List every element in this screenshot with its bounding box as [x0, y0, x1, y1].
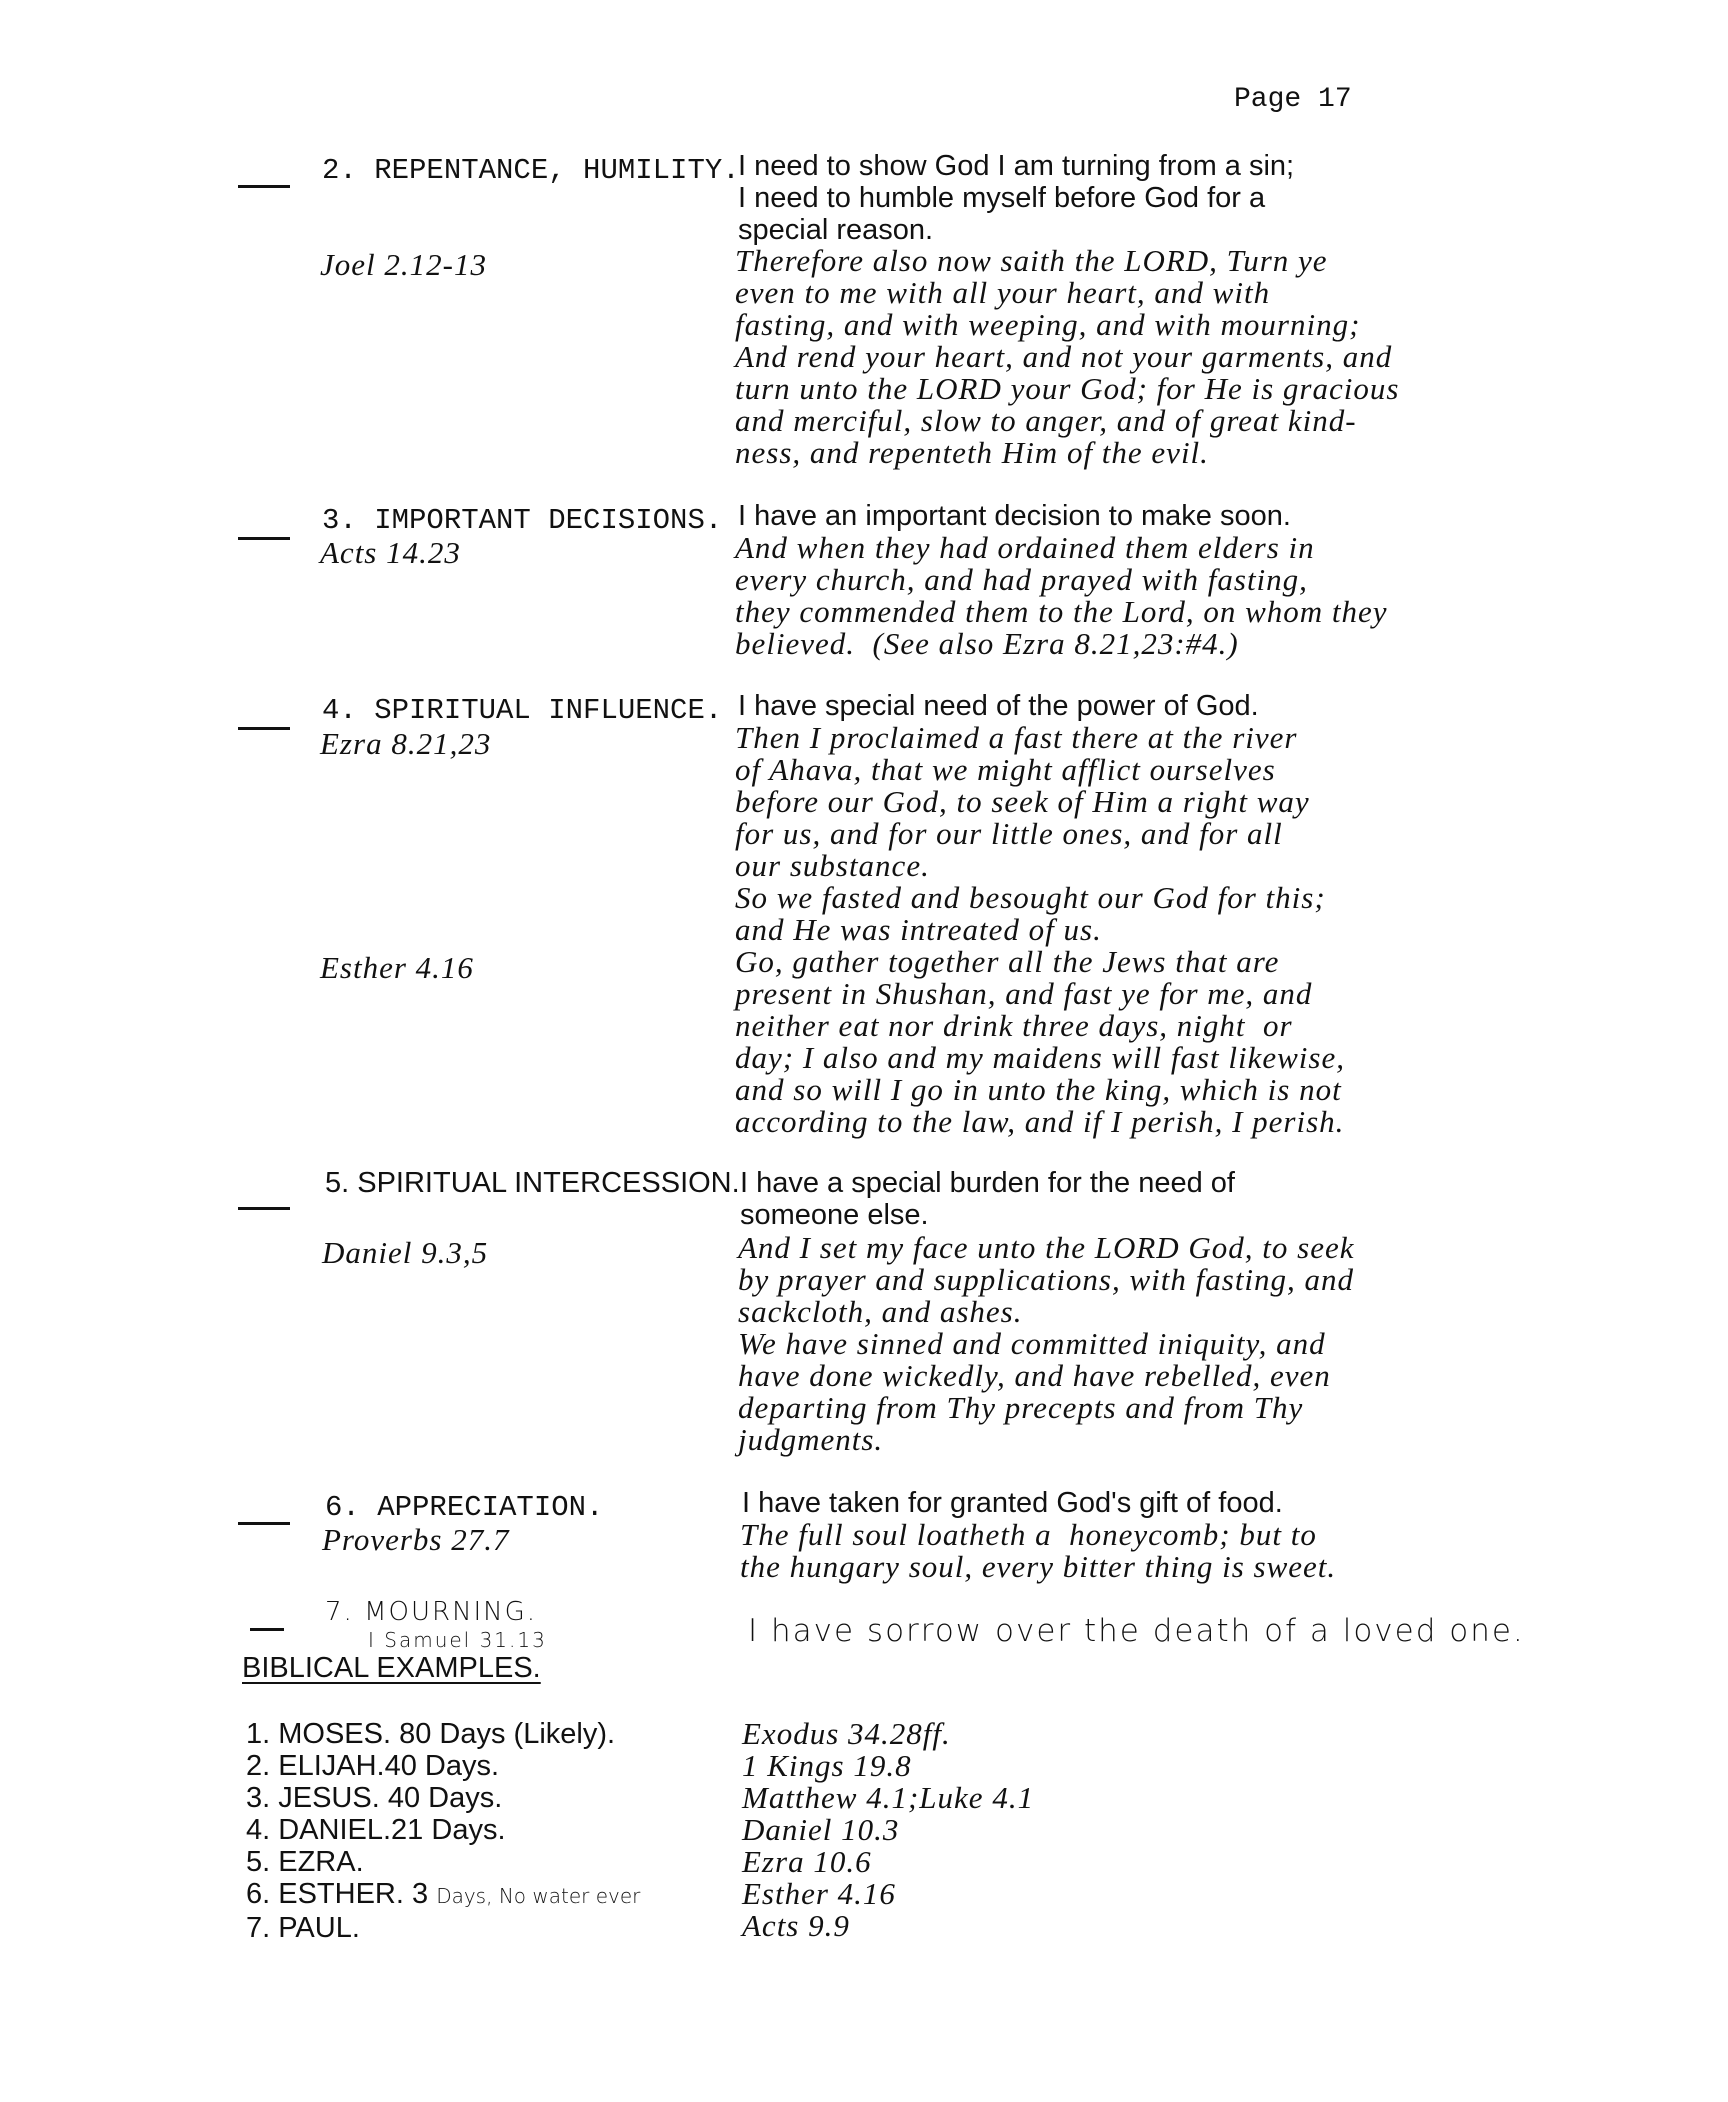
verse-line: departing from Thy precepts and from Thy — [738, 1390, 1304, 1425]
verse-line: Go, gather together all the Jews that are — [735, 944, 1280, 979]
verse-line: present in Shushan, and fast ye for me, and — [735, 976, 1313, 1011]
list-item-label: 6. ESTHER. 3 — [246, 1878, 429, 1910]
verse-line: and so will I go in unto the king, which is not — [735, 1072, 1342, 1107]
list-item: 5. EZRA. — [246, 1846, 364, 1878]
verse-line: believed. (See also Ezra 8.21,23:#4.) — [735, 626, 1239, 661]
reason-line: I have a special burden for the need of — [740, 1167, 1235, 1199]
list-item-ref: Exodus 34.28ff. — [742, 1716, 951, 1751]
list-item — [246, 1878, 726, 1912]
verse-line: they commended them to the Lord, on whom they — [735, 594, 1388, 629]
verse-line: And when they had ordained them elders in — [735, 530, 1315, 565]
list-item: 4. DANIEL.21 Days. — [246, 1814, 506, 1846]
reason-2 — [738, 150, 1294, 246]
examples-heading — [242, 1652, 541, 1684]
list-item-ref: Daniel 10.3 — [742, 1812, 900, 1847]
verse-line: even to me with all your heart, and with — [735, 275, 1271, 310]
checkbox-blank-4[interactable] — [238, 727, 290, 730]
heading-repentance: 2. REPENTANCE, HUMILITY. — [322, 154, 740, 187]
verse-line: and He was intreated of us. — [735, 912, 1102, 947]
list-item: 2. ELIJAH.40 Days. — [246, 1750, 500, 1782]
verse-line: every church, and had prayed with fasting, — [735, 562, 1308, 597]
reason-3: I have an important decision to make soon. — [738, 500, 1291, 532]
verse-line: neither eat nor drink three days, night or — [735, 1008, 1293, 1043]
checkbox-blank-7[interactable] — [250, 1628, 284, 1631]
verse-line: fasting, and with weeping, and with mourning; — [735, 307, 1361, 342]
page-number: Page 17 — [1234, 84, 1352, 115]
reason-7: I have sorrow over the death of a loved one. — [748, 1613, 1525, 1649]
ref-proverbs: Proverbs 27.7 — [322, 1522, 510, 1557]
list-item: 1. MOSES. 80 Days (Likely). — [246, 1718, 616, 1750]
verse-esther — [735, 946, 1345, 1138]
examples-refs — [742, 1718, 1034, 1942]
list-item-ref: 1 Kings 19.8 — [742, 1748, 912, 1783]
list-item: 3. JESUS. 40 Days. — [246, 1782, 503, 1814]
verse-line: Therefore also now saith the LORD, Turn ye — [735, 243, 1328, 278]
reason-6: I have taken for granted God's gift of food. — [742, 1487, 1283, 1519]
verse-line: And rend your heart, and not your garments, and — [735, 339, 1393, 374]
checkbox-blank-2[interactable] — [238, 185, 290, 188]
heading-decisions: 3. IMPORTANT DECISIONS. — [322, 504, 723, 537]
list-item-ref: Matthew 4.1;Luke 4.1 — [742, 1780, 1035, 1815]
verse-line: Then I proclaimed a fast there at the river — [735, 720, 1298, 755]
ref-ezra: Ezra 8.21,23 — [320, 726, 492, 761]
verse-proverbs — [740, 1519, 1336, 1583]
reason-line: I need to show God I am turning from a sin; — [738, 150, 1295, 182]
verse-line: ness, and repenteth Him of the evil. — [735, 435, 1209, 470]
verse-line: of Ahava, that we might afflict ourselves — [735, 752, 1276, 787]
reason-4: I have special need of the power of God. — [738, 690, 1259, 722]
list-item: 7. PAUL. — [246, 1912, 360, 1944]
verse-line: have done wickedly, and have rebelled, even — [738, 1358, 1331, 1393]
verse-line: The full soul loatheth a honeycomb; but to — [740, 1517, 1317, 1552]
verse-line: judgments. — [738, 1422, 884, 1457]
reason-line: someone else. — [740, 1199, 929, 1231]
verse-line: day; I also and my maidens will fast likewise, — [735, 1040, 1345, 1075]
list-item-ref: Ezra 10.6 — [742, 1844, 872, 1879]
verse-ezra — [735, 722, 1326, 946]
verse-acts — [735, 532, 1388, 660]
heading-influence: 4. SPIRITUAL INFLUENCE. — [322, 694, 723, 727]
verse-line: And I set my face unto the LORD God, to seek — [738, 1230, 1355, 1265]
verse-line: by prayer and supplications, with fasting, and — [738, 1262, 1355, 1297]
checkbox-blank-3[interactable] — [238, 537, 290, 540]
list-item-ref: Acts 9.9 — [742, 1908, 850, 1943]
ref-samuel: I Samuel 31.13 — [368, 1628, 547, 1652]
reason-5 — [740, 1167, 1235, 1231]
verse-joel — [735, 245, 1399, 469]
reason-line: I need to humble myself before God for a — [738, 182, 1266, 214]
heading-mourning: 7. MOURNING. — [325, 1597, 538, 1627]
ref-joel: Joel 2.12-13 — [320, 247, 487, 282]
examples-heading-text: BIBLICAL EXAMPLES. — [242, 1652, 541, 1684]
verse-line: sackcloth, and ashes. — [738, 1294, 1023, 1329]
verse-line: for us, and for our little ones, and for all — [735, 816, 1283, 851]
verse-line: according to the law, and if I perish, I perish. — [735, 1104, 1345, 1139]
verse-line: turn unto the LORD your God; for He is gracious — [735, 371, 1400, 406]
verse-line: before our God, to seek of Him a right way — [735, 784, 1310, 819]
examples-list — [246, 1718, 726, 1944]
ref-esther: Esther 4.16 — [320, 950, 474, 985]
checkbox-blank-5[interactable] — [238, 1207, 290, 1210]
verse-line: So we fasted and besought our God for this; — [735, 880, 1326, 915]
list-item-ref: Esther 4.16 — [742, 1876, 896, 1911]
verse-daniel — [738, 1232, 1355, 1456]
checkbox-blank-6[interactable] — [238, 1522, 290, 1525]
handwritten-note: Days, No water ever — [436, 1884, 641, 1908]
heading-intercession: 5. SPIRITUAL INTERCESSION. — [325, 1167, 740, 1199]
heading-appreciation: 6. APPRECIATION. — [325, 1491, 604, 1524]
ref-daniel: Daniel 9.3,5 — [322, 1235, 489, 1270]
verse-line: We have sinned and committed iniquity, and — [738, 1326, 1326, 1361]
verse-line: and merciful, slow to anger, and of great kind- — [735, 403, 1357, 438]
reason-line: special reason. — [738, 214, 934, 246]
ref-acts: Acts 14.23 — [320, 535, 461, 570]
verse-line: the hungary soul, every bitter thing is sweet. — [740, 1549, 1337, 1584]
verse-line: our substance. — [735, 848, 930, 883]
